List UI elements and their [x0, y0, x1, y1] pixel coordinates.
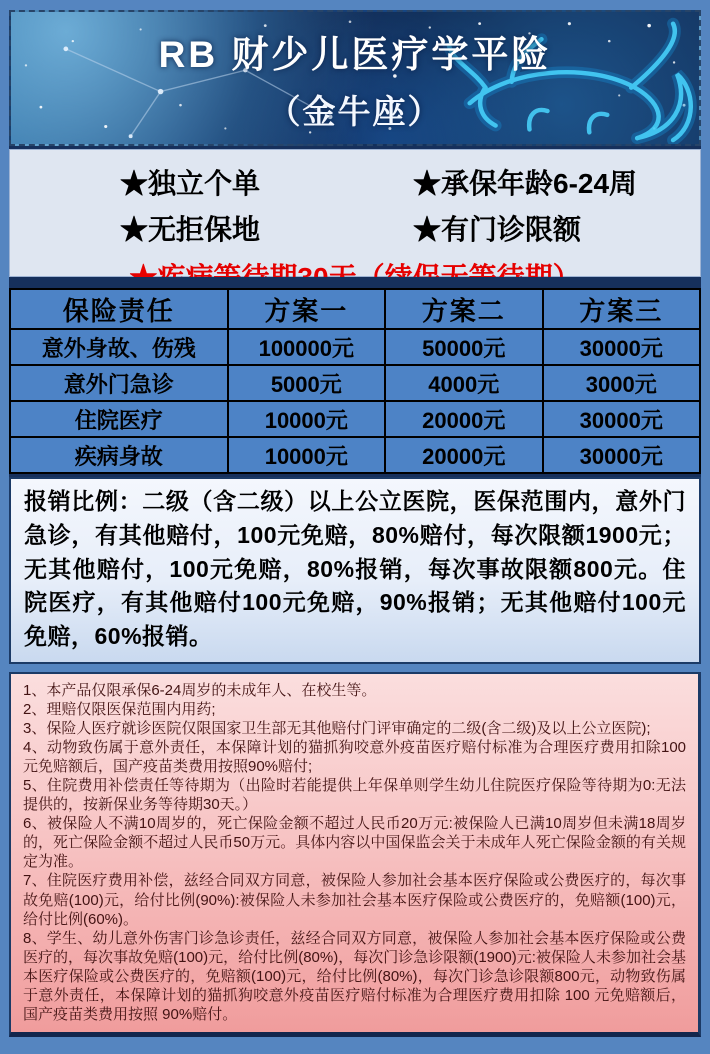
note-6: 6、被保险人不满10周岁的，死亡保险金额不超过人民币20万元:被保险人已满10周岁但未满18周岁的，死亡保险金额不超过人民币50万元。具体内容以中国保监会关于未成年人死亡保险金额的有关规定为准。 [23, 815, 686, 871]
title-banner [9, 10, 701, 146]
liability-label: 住院医疗 [10, 401, 228, 437]
note-1: 1、本产品仅限承保6-24周岁的未成年人、在校生等。 [23, 682, 377, 699]
plan2-value: 50000元 [385, 329, 542, 365]
notes-panel [9, 672, 701, 1037]
feature-outpatient-limit: ★有门诊限额 [413, 214, 582, 245]
note-7: 7、住院医疗费用补偿，兹经合同双方同意，被保险人参加社会基本医疗保险或公费医疗的，每次事故免赔(100)元，给付比例(90%):被保险人未参加社会基本医疗保险或公费医疗的，免赔额(100)元，给付比例(60%)。 [23, 872, 686, 928]
reimbursement-panel [9, 477, 701, 664]
plan2-value: 20000元 [385, 437, 542, 473]
table-row [10, 401, 700, 437]
column-header-liability: 保险责任 [10, 289, 228, 329]
plan1-value: 5000元 [228, 365, 385, 401]
product-subtitle-zodiac: （金牛座） [267, 92, 443, 130]
plan2-value: 4000元 [385, 365, 542, 401]
note-5: 5、住院费用补偿责任等待期为（出险时若能提供上年保单则学生幼儿住院医疗保险等待期为0:无法提供的，按新保业务等待期30天。） [23, 777, 686, 814]
plan3-value: 30000元 [543, 437, 701, 473]
feature-no-region-restriction: ★无拒保地 [120, 214, 261, 245]
plan1-value: 10000元 [228, 401, 385, 437]
plan1-value: 100000元 [228, 329, 385, 365]
separator [9, 277, 701, 288]
plan3-value: 30000元 [543, 401, 701, 437]
plan1-value: 10000元 [228, 437, 385, 473]
feature-grid [10, 162, 700, 248]
plan3-value: 30000元 [543, 329, 701, 365]
column-header-plan3: 方案三 [543, 289, 701, 329]
product-title: RB 财少儿医疗学平险 [158, 33, 552, 75]
column-header-plan1: 方案一 [228, 289, 385, 329]
plan-comparison-table [9, 288, 701, 474]
feature-age-range: ★承保年龄6-24周 [413, 168, 638, 199]
note-4: 4、动物致伤属于意外责任，本保障计划的猫抓狗咬意外疫苗医疗赔付标准为合理医疗费用扣除100元免赔额后，国产疫苗类费用按照90%赔付; [23, 739, 686, 776]
column-header-plan2: 方案二 [385, 289, 542, 329]
note-3: 3、保险人医疗就诊医院仅限国家卫生部无其他赔付门评审确定的二级(含二级)及以上公立医院); [23, 720, 651, 738]
liability-label: 疾病身故 [10, 437, 228, 473]
liability-label: 意外门急诊 [10, 365, 228, 401]
table-header-row [10, 289, 700, 329]
reimbursement-text: 报销比例：二级（含二级）以上公立医院，医保范围内，意外门急诊，有其他赔付，100元免赔，80%赔付，每次限额1900元；无其他赔付，100元免赔，80%报销，每次事故限额800元。住院医疗，有其他赔付100元免赔，90%报销；无其他赔付100元免赔，60%报销。 [24, 488, 686, 650]
table-row [10, 365, 700, 401]
plan2-value: 20000元 [385, 401, 542, 437]
liability-label: 意外身故、伤残 [10, 329, 228, 365]
note-8: 8、学生、幼儿意外伤害门诊急诊责任，兹经合同双方同意，被保险人参加社会基本医疗保险或公费医疗的，每次事故免赔(100)元，给付比例(80%)，每次门诊急诊限额(1900)元:被保险人未参加社会基本医疗保险或公费医疗的，免赔额(100)元，给付比例(80%)，每次门诊急诊限额800元，动物致伤属于意外责任，本保障计划的猫抓狗咬意外疫苗医疗赔付标准为合理医疗费用扣除 100 元免赔额后，国产疫苗类费用按照 90%赔付。 [23, 929, 686, 1023]
note-2: 2、理赔仅限医保范围内用药; [23, 701, 216, 719]
feature-panel [9, 149, 701, 277]
separator [9, 664, 701, 672]
plan3-value: 3000元 [543, 365, 701, 401]
table-row [10, 437, 700, 473]
table-row [10, 329, 700, 365]
feature-independent-policy: ★独立个单 [120, 168, 261, 199]
